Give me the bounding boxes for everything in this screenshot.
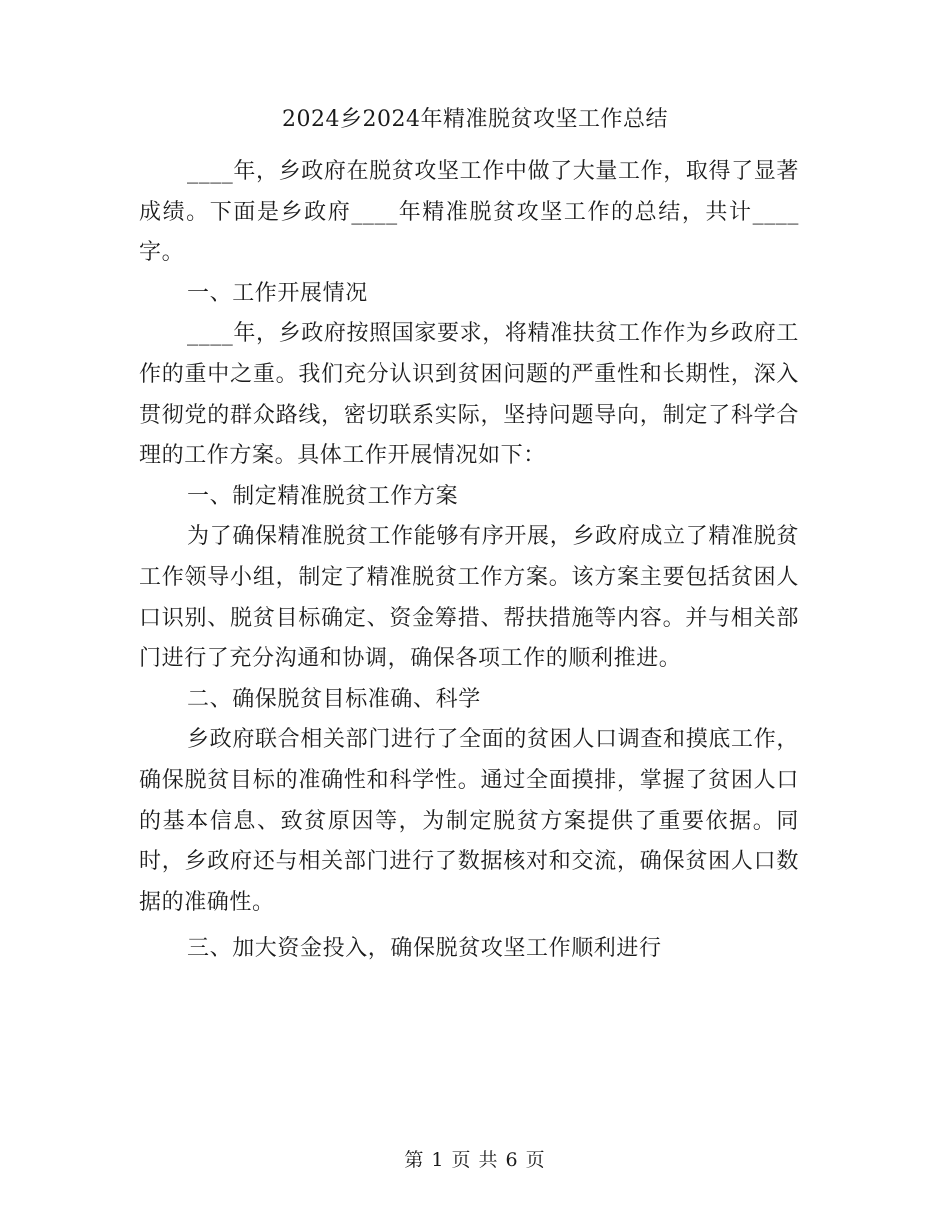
document-body (139, 152, 799, 970)
heading-targets: 二、确保脱贫目标准确、科学 (187, 686, 481, 712)
paragraph-targets: 乡政府联合相关部门进行了全面的贫困人口调查和摸底工作，确保脱贫目标的准确性和科学性。通过全面摸排，掌握了贫困人口的基本信息、致贫原因等，为制定脱贫方案提供了重要依据。同时，乡政府还与相关部门进行了数据核对和交流，确保贫困人口数据的准确性。 (139, 727, 799, 915)
heading-work-status: 一、工作开展情况 (187, 280, 368, 306)
heading-funding: 三、加大资金投入，确保脱贫攻坚工作顺利进行 (187, 936, 662, 962)
heading-plan: 一、制定精准脱贫工作方案 (187, 483, 459, 509)
document-title: 2024乡2024年精准脱贫攻坚工作总结 (282, 107, 668, 132)
paragraph-intro: ____年，乡政府在脱贫攻坚工作中做了大量工作，取得了显著成绩。下面是乡政府____年精准脱贫攻坚工作的总结，共计____字。 (139, 159, 799, 266)
paragraph-plan: 为了确保精准脱贫工作能够有序开展，乡政府成立了精准脱贫工作领导小组，制定了精准脱贫工作方案。该方案主要包括贫困人口识别、脱贫目标确定、资金筹措、帮扶措施等内容。并与相关部门进行了充分沟通和协调，确保各项工作的顺利推进。 (139, 524, 799, 672)
paragraph-work-status: ____年，乡政府按照国家要求，将精准扶贫工作作为乡政府工作的重中之重。我们充分认识到贫困问题的严重性和长期性，深入贯彻党的群众路线，密切联系实际，坚持问题导向，制定了科学合理的工作方案。具体工作开展情况如下： (139, 321, 799, 469)
page-number: 第 1 页 共 6 页 (404, 1149, 546, 1171)
